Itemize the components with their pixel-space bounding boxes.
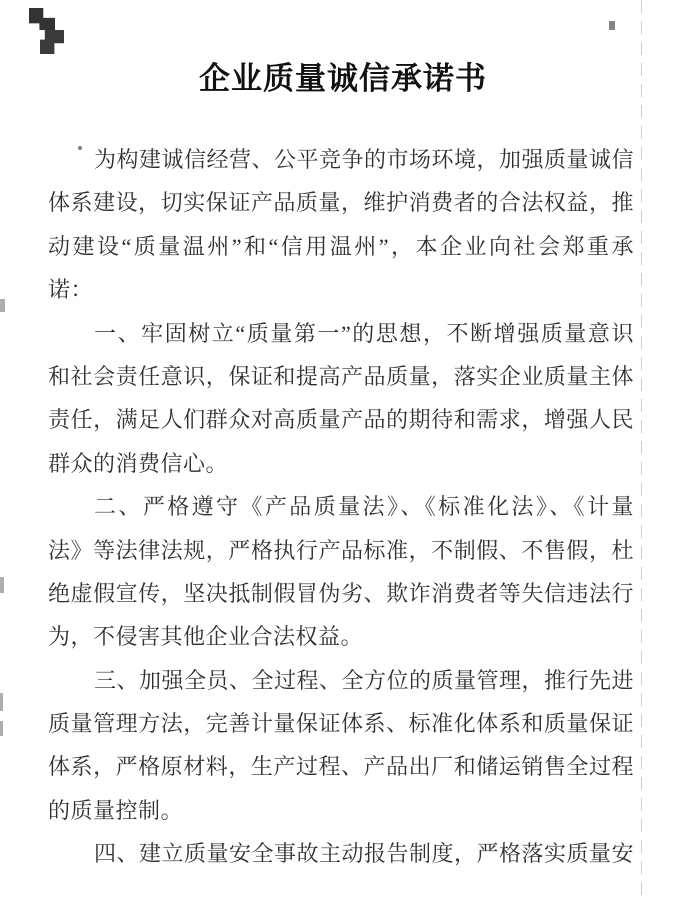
scan-artifact-corner-mark: [40, 30, 64, 54]
scan-artifact-edge-mark: [0, 299, 5, 312]
document-line: 动建设“质量温州”和“信用温州”，本企业向社会郑重承: [48, 233, 634, 259]
document-line: 三、加强全员、全过程、全方位的质量管理，推行先进: [94, 667, 635, 693]
document-line: 群众的消费信心。: [48, 450, 229, 476]
document-line: 二、严格遵守《产品质量法》、《标准化法》、《计量: [94, 494, 634, 520]
document-line: 绝虚假宣传，坚决抵制假冒伪劣、欺诈消费者等失信违法行: [48, 580, 634, 606]
scan-artifact-corner-mark: [29, 8, 55, 30]
document-line: 的质量控制。: [48, 797, 184, 823]
document-line: 诺：: [48, 277, 94, 303]
document-title: 企业质量诚信承诺书: [199, 61, 487, 96]
scan-artifact-edge-mark: [0, 693, 3, 711]
document-line: 体系建设，切实保证产品质量，维护消费者的合法权益，推: [48, 190, 634, 216]
document-body: [48, 138, 634, 876]
document-line: 质量管理方法，完善计量保证体系、标准化体系和质量保证: [48, 711, 634, 737]
scan-artifact-speck: [609, 21, 615, 30]
document-line: 责任，满足人们群众对高质量产品的期待和需求，增强人民: [48, 407, 634, 433]
document-line: 为，不侵害其他企业合法权益。: [48, 624, 364, 650]
document-line: 体系，严格原材料，生产过程、产品出厂和储运销售全过程: [48, 754, 634, 780]
scan-artifact-edge-mark: [0, 721, 3, 736]
scan-artifact-edge-mark: [0, 577, 4, 593]
document-line: 一、牢固树立“质量第一”的思想，不断增强质量意识: [94, 320, 634, 346]
document-line: 法》等法律法规，严格执行产品标准，不制假、不售假，杜: [48, 537, 634, 563]
document-line: 四、建立质量安全事故主动报告制度，严格落实质量安: [94, 841, 635, 867]
scan-artifact-vertical-line: [641, 0, 642, 901]
document-line: 和社会责任意识，保证和提高产品质量，落实企业质量主体: [48, 363, 634, 389]
document-line: 为构建诚信经营、公平竞争的市场环境，加强质量诚信: [94, 147, 635, 172]
